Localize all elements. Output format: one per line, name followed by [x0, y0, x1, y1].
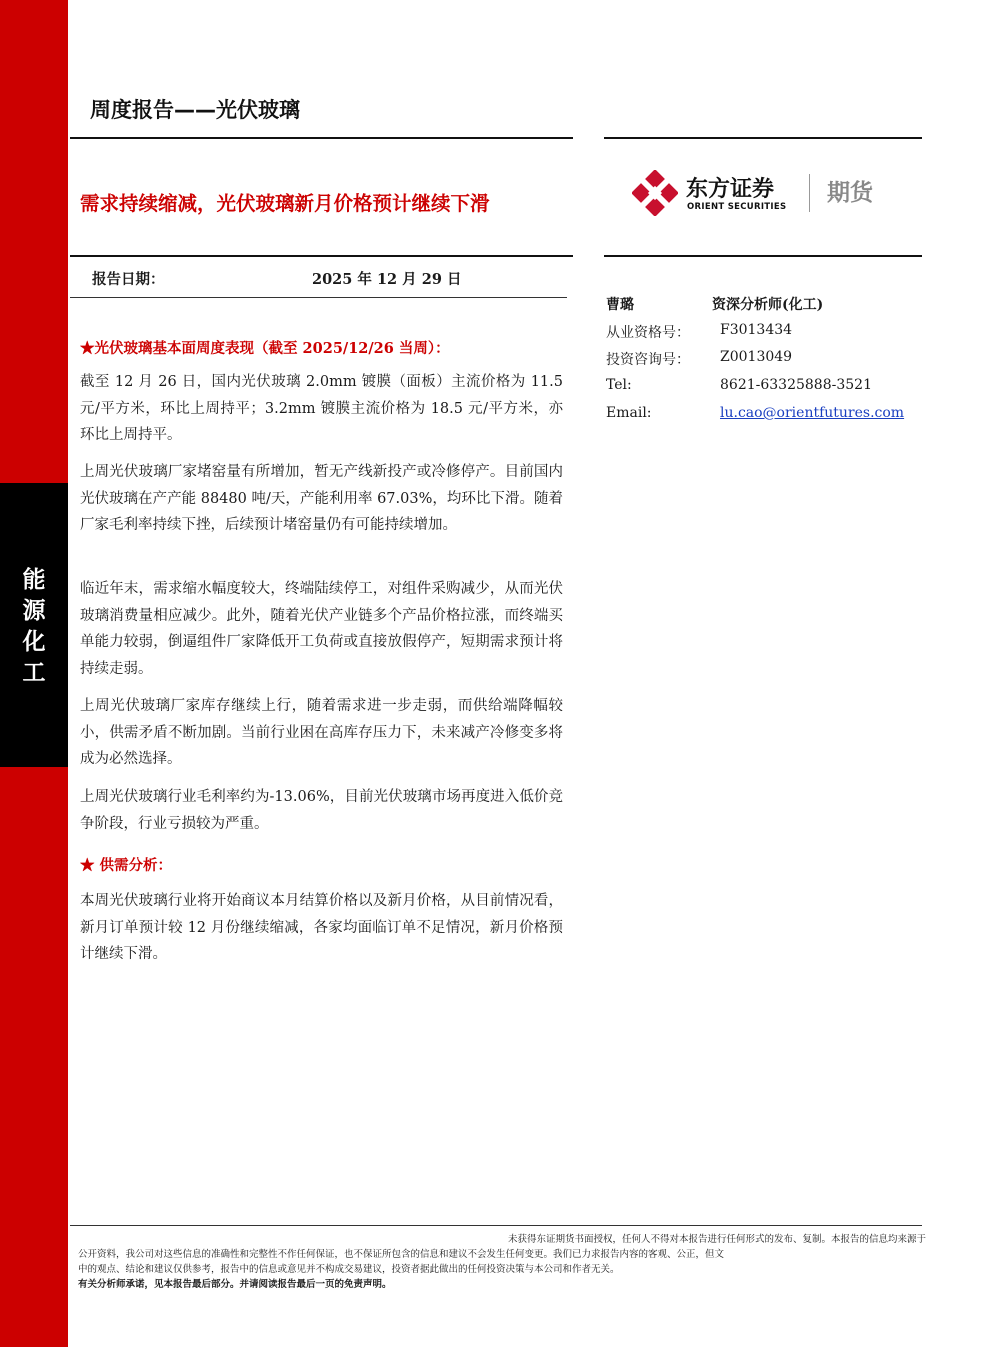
- logo-english-name: ORIENT SECURITIES: [687, 202, 787, 212]
- date-rule-top: [70, 255, 573, 257]
- email-link[interactable]: lu.cao@orientfutures.com: [720, 405, 905, 421]
- disclaimer-line: 公开资料，我公司对这些信息的准确性和完整性不作任何保证，也不保证所包含的信息和建议不会发生任何变更。我们已力求报告内容的客观、公正，但文: [78, 1249, 725, 1260]
- consulting-value: Z0013049: [720, 349, 793, 365]
- logo-divider: [809, 174, 810, 212]
- qualification-label: 从业资格号：: [606, 325, 690, 341]
- paragraph-capacity: 上周光伏玻璃厂家堵窑量有所增加，暂无产线新投产或冷修停产。目前国内光伏玻璃在产产能 88480 吨/天，产能利用率 67.03%，均环比下滑。随着厂家毛利率持续下挫，后续预计堵窑量仍有可能持续增加。: [80, 464, 563, 533]
- section-heading-fundamentals: ★光伏玻璃基本面周度表现（截至 2025/12/26 当周）：: [80, 340, 450, 357]
- paragraph-outlook: 本周光伏玻璃行业将开始商议本月结算价格以及新月价格，从目前情况看，新月订单预计较 12 月份继续缩减，各家均面临订单不足情况，新月价格预计继续下滑。: [80, 893, 563, 962]
- consulting-label: 投资咨询号：: [606, 352, 690, 368]
- qualification-value: F3013434: [720, 322, 793, 338]
- report-headline: 需求持续缩减，光伏玻璃新月价格预计继续下滑: [80, 192, 490, 215]
- tel-value: 8621-63325888-3521: [720, 377, 872, 393]
- paragraph-inventory: 上周光伏玻璃厂家库存继续上行，随着需求进一步走弱，而供给端降幅较小，供需矛盾不断加剧。当前行业困在高库存压力下，未来减产冷修变多将成为必然选择。: [80, 698, 563, 767]
- report-date-label: 报告日期：: [92, 271, 165, 288]
- logo-company-name: 东方证券: [686, 177, 775, 202]
- analyst-name: 曹璐: [606, 297, 634, 313]
- logo-division: 期货: [827, 180, 873, 206]
- paragraph-demand: 临近年末，需求缩水幅度较大，终端陆续停工，对组件采购减少，从而光伏玻璃消费量相应减少。此外，随着光伏产业链多个产品价格拉涨，而终端买单能力较弱，倒逼组件厂家降低开工负荷或直接放假停产，短期需求预计将持续走弱。: [80, 581, 563, 677]
- header-rule-left: [70, 137, 573, 139]
- date-rule-bottom: [70, 297, 567, 298]
- section-heading-supply-demand: ★ 供需分析：: [80, 857, 173, 874]
- report-type-title: 周度报告——光伏玻璃: [90, 98, 300, 122]
- company-logo: [632, 170, 892, 220]
- logo-mark-icon: [632, 170, 678, 216]
- tel-label: Tel:: [606, 377, 632, 393]
- analyst-title: 资深分析师(化工): [712, 297, 824, 313]
- disclaimer-line: 未获得东证期货书面授权，任何人不得对本报告进行任何形式的发布、复制。本报告的信息均来源于: [507, 1234, 926, 1245]
- paragraph-price: 截至 12 月 26 日，国内光伏玻璃 2.0mm 镀膜（面板）主流价格为 11.5 元/平方米，环比上周持平；3.2mm 镀膜主流价格为 18.5 元/平方米，亦环比上周持平。: [80, 374, 563, 443]
- disclaimer-line: 中的观点、结论和建议仅供参考，报告中的信息或意见并不构成交易建议，投资者据此做出的任何投资决策与本公司和作者无关。: [78, 1264, 620, 1275]
- disclaimer-bold-line: 有关分析师承诺，见本报告最后部分。并请阅读报告最后一页的免责声明。: [78, 1279, 392, 1290]
- report-date-value: 2025 年 12 月 29 日: [312, 271, 462, 288]
- sector-label: 能 源 化 工: [22, 567, 46, 686]
- disclaimer: [78, 1232, 926, 1292]
- footer-rule: [70, 1225, 922, 1226]
- analyst-rule-top: [604, 255, 922, 257]
- email-label: Email:: [606, 405, 652, 421]
- paragraph-margin: 上周光伏玻璃行业毛利率约为-13.06%，目前光伏玻璃市场再度进入低价竞争阶段，行业亏损较为严重。: [80, 789, 563, 832]
- header-rule-right: [604, 137, 922, 139]
